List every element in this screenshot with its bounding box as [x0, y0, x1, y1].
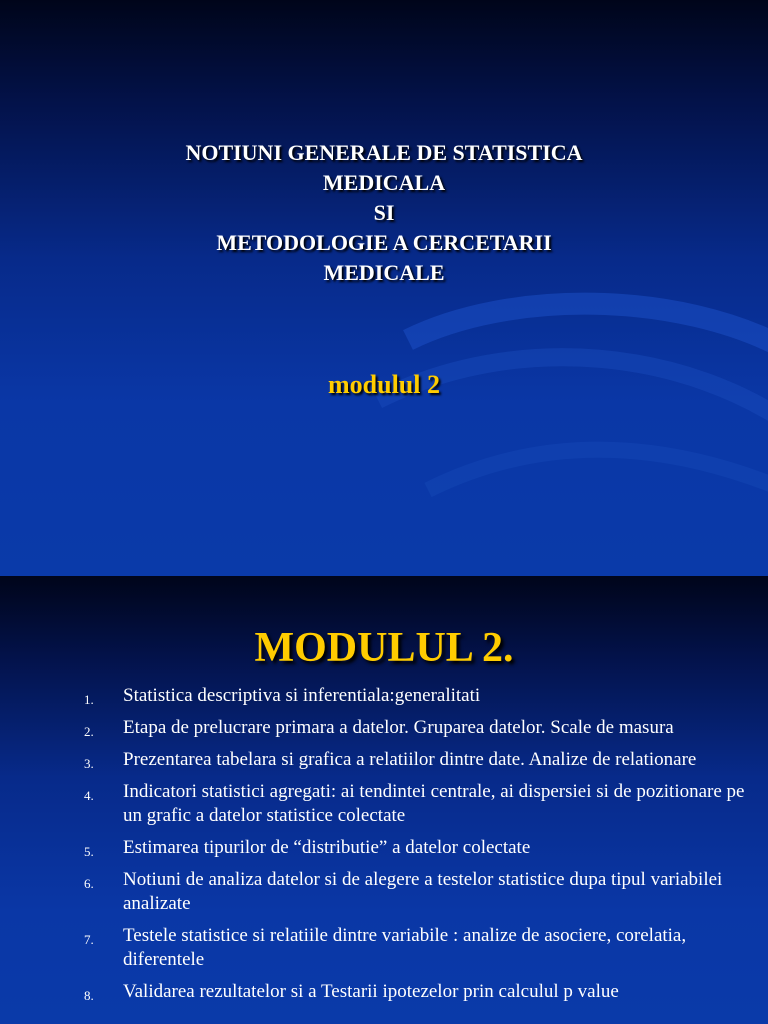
item-text: Prezentarea tabelara si grafica a relatiilor dintre date. Analize de relationare — [123, 749, 697, 770]
title-line: NOTIUNI GENERALE DE STATISTICA — [185, 140, 583, 165]
item-text: Notiuni de analiza datelor si de alegere a testelor statistice dupa tipul variabilei analizate — [123, 869, 723, 914]
slide-subtitle: modulul 2 — [328, 370, 440, 399]
list-item — [0, 868, 768, 916]
list-item — [0, 684, 768, 708]
item-text: Testele statistice si relatiile dintre variabile : analize de asociere, corelatia, diferentele — [123, 925, 687, 970]
item-text: Statistica descriptiva si inferentiala:generalitati — [123, 685, 481, 706]
module-topics-list — [0, 684, 768, 1012]
item-number: 4. — [84, 788, 94, 803]
list-item — [0, 780, 768, 828]
decorative-swirl-icon — [348, 260, 768, 560]
slide-title — [0, 138, 768, 288]
item-number: 8. — [84, 988, 94, 1003]
item-number: 1. — [84, 692, 94, 707]
list-item — [0, 716, 768, 740]
list-item — [0, 748, 768, 772]
item-number: 5. — [84, 844, 94, 859]
item-number: 7. — [84, 932, 94, 947]
list-item — [0, 836, 768, 860]
slide-2 — [0, 576, 768, 1024]
title-line: MEDICALA — [322, 170, 446, 195]
item-number: 3. — [84, 756, 94, 771]
item-text: Indicatori statistici agregati: ai tendintei centrale, ai dispersiei si de pozitionare pe un grafic a datelor statistice colectate — [123, 781, 745, 826]
list-item — [0, 924, 768, 972]
title-line: METODOLOGIE A CERCETARII — [216, 230, 552, 255]
list-item — [0, 980, 768, 1004]
item-number: 6. — [84, 876, 94, 891]
item-text: Estimarea tipurilor de “distributie” a datelor colectate — [123, 837, 531, 858]
item-text: Etapa de prelucrare primara a datelor. Gruparea datelor. Scale de masura — [123, 717, 674, 738]
title-line: SI — [373, 200, 395, 225]
title-line: MEDICALE — [323, 260, 445, 285]
item-number: 2. — [84, 724, 94, 739]
item-text: Validarea rezultatelor si a Testarii ipotezelor prin calculul p value — [123, 981, 619, 1002]
slide-heading: MODULUL 2. — [254, 625, 514, 671]
